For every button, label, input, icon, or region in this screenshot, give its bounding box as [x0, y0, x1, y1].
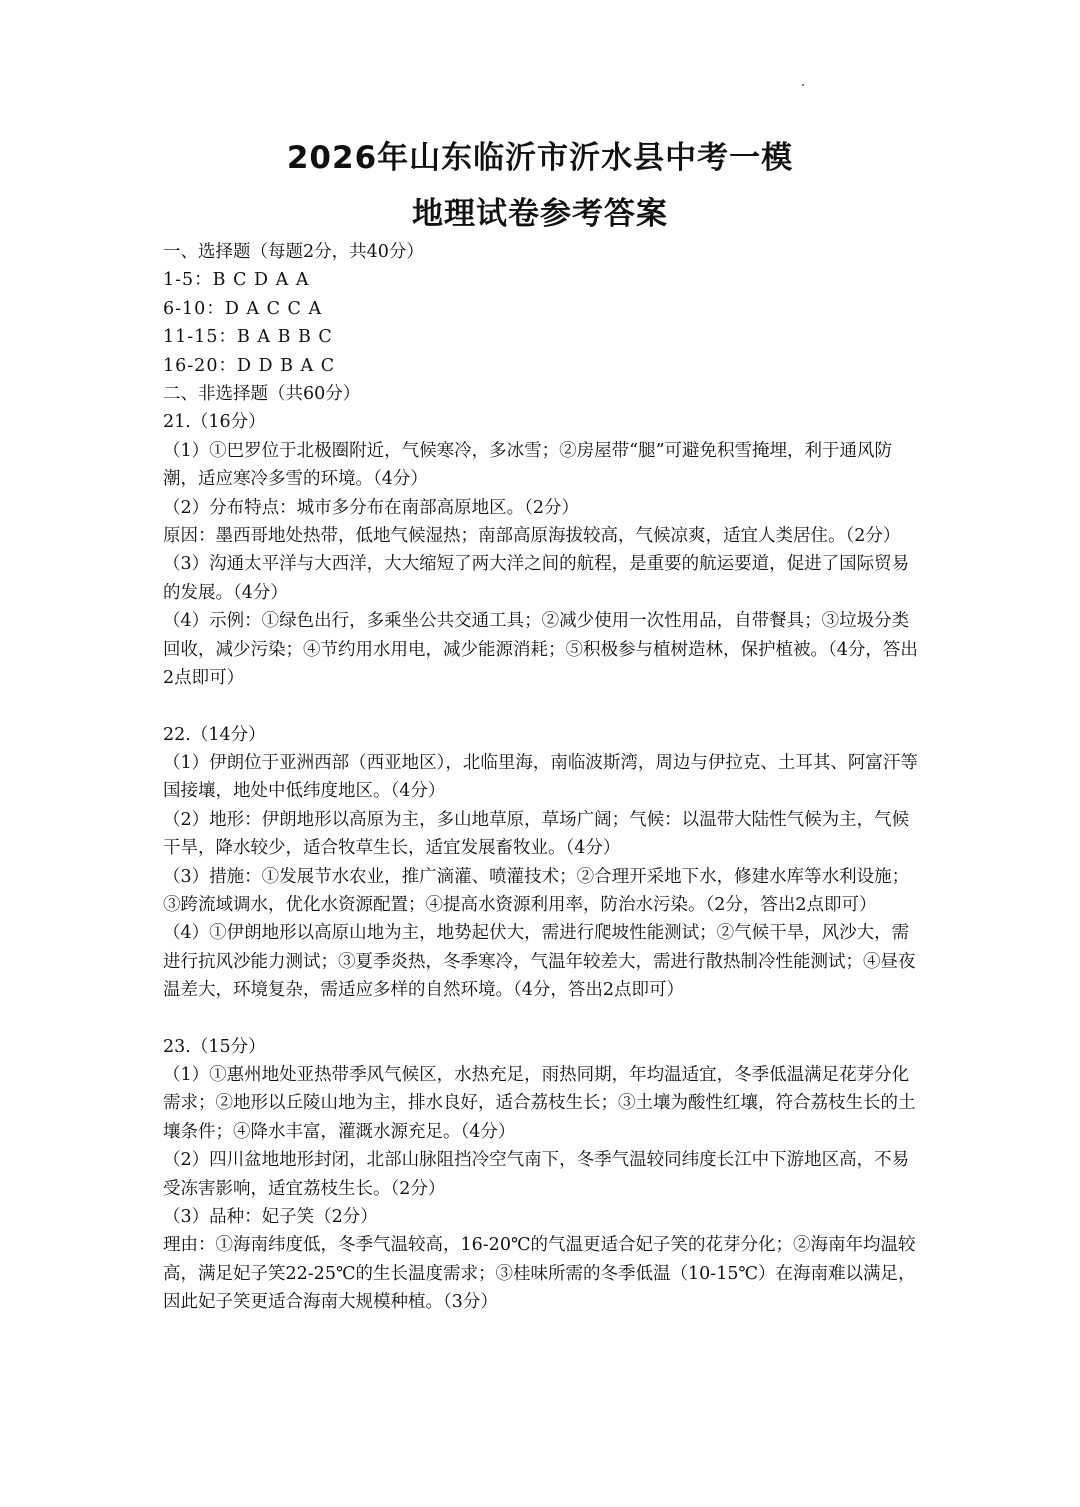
q21-part3: （3）沟通太平洋与大西洋，大大缩短了两大洋之间的航程，是重要的航运要道，促进了国际贸易的发展。（4分） [163, 554, 910, 603]
q23-part3: （3）品种：妃子笑（2分） [163, 1207, 378, 1227]
q22-part3: （3）措施：①发展节水农业，推广滴灌、喷灌技术；②合理开采地下水，修建水库等水利设施；③跨流域调水，优化水资源配置；④提高水资源利用率，防治水污染。（2分，答出2点即可） [163, 866, 910, 915]
q22-part1: （1）伊朗位于亚洲西部（西亚地区），北临里海，南临波斯湾，周边与伊拉克、土耳其、阿富汗等国接壤，地处中低纬度地区。（4分） [163, 752, 918, 802]
q23-part1: （1）①惠州地处亚热带季风气候区，水热充足，雨热同期，年均温适宜，冬季低温满足花芽分化需求；②地形以丘陵山地为主，排水良好，适合荔枝生长；③土壤为酸性红壤，符合荔枝生长的土壤条件；④降水丰富，灌溉水源充足。（4分） [163, 1064, 916, 1142]
doc-title-line1: 2026年山东临沂市沂水县中考一模 [286, 140, 794, 176]
q21-part2: （2）分布特点：城市多分布在南部高原地区。（2分） [163, 497, 580, 518]
spacer [163, 693, 923, 721]
q23-part3-reason: 理由：①海南纬度低，冬季气温较高，16-20℃的气温更适合妃子笑的花芽分化；②海南年均温较高，满足妃子笑22-25℃的生长温度需求；③桂味所需的冬季低温（10-15℃）在海南难以满足，因此妃子笑更适合海南大规模种植。（3分） [163, 1235, 916, 1313]
doc-title-line2: 地理试卷参考答案 [412, 196, 668, 232]
answers-16-20: 16-20：D D B A C [163, 355, 336, 376]
section-nonchoice-heading: 二、非选择题（共60分） [163, 384, 361, 405]
q21-part2-reason: 原因：墨西哥地处热带，低地气候湿热；南部高原海拔较高，气候凉爽，适宜人类居住。（2分） [163, 526, 901, 547]
answers-1-5: 1-5：B C D A A [163, 270, 310, 291]
q21-part4: （4）示例：①绿色出行，多乘坐公共交通工具；②减少使用一次性用品，自带餐具；③垃圾分类回收，减少污染；④节约用水用电，减少能源消耗；⑤积极参与植树造林，保护植被。（4分，答出2点即可） [163, 611, 918, 689]
spacer [163, 1005, 923, 1033]
q21-part1: （1）①巴罗位于北极圈附近，气候寒冷，多冰雪；②房屋带“腿”可避免积雪掩埋，利于通风防潮，适应寒冷多雪的环境。（4分） [163, 440, 893, 490]
q22-part4: （4）①伊朗地形以高原山地为主，地势起伏大，需进行爬坡性能测试；②气候干旱，风沙大，需进行抗风沙能力测试；③夏季炎热，冬季寒冷，气温年较差大，需进行散热制冷性能测试；④昼夜温差大，环境复杂，需适应多样的自然环境。（4分，答出2点即可） [163, 923, 916, 1001]
q23-heading: 23.（15分） [163, 1036, 266, 1057]
q23-part2: （2）四川盆地地形封闭，北部山脉阻挡冷空气南下，冬季气温较同纬度长江中下游地区高，不易受冻害影响，适宜荔枝生长。（2分） [163, 1150, 910, 1199]
q21-heading: 21.（16分） [163, 412, 266, 433]
answers-6-10: 6-10：D A C C A [163, 298, 323, 319]
q22-heading: 22.（14分） [163, 724, 266, 745]
q22-part2: （2）地形：伊朗地形以高原为主，多山地草原，草场广阔；气候：以温带大陆性气候为主，气候干旱，降水较少，适合牧草生长，适宜发展畜牧业。（4分） [163, 809, 910, 859]
scan-speck [802, 84, 804, 86]
section-choice-heading: 一、选择题（每题2分，共40分） [163, 242, 424, 262]
answers-11-15: 11-15：B A B B C [163, 327, 333, 348]
answer-content [163, 238, 923, 1317]
